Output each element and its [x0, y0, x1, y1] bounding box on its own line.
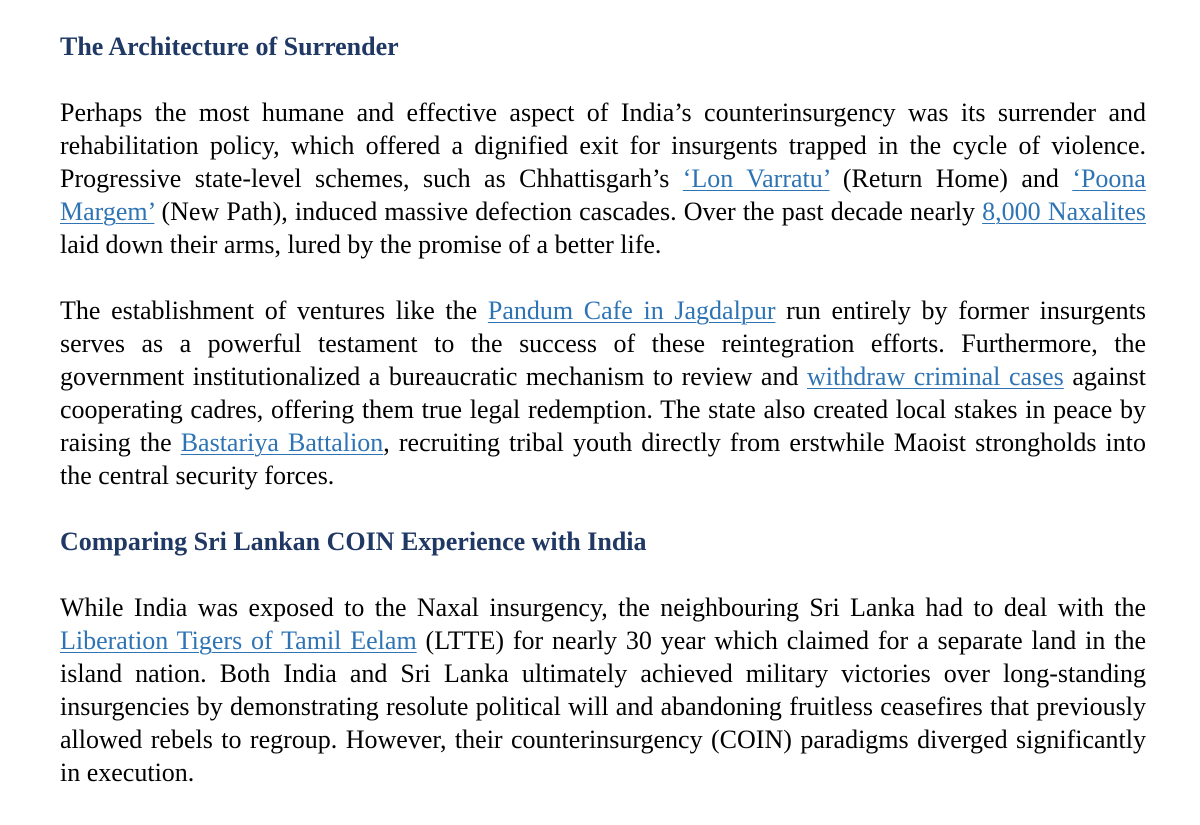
link-8000-naxalites[interactable]: 8,000 Naxalites — [982, 197, 1147, 226]
link-lon-varratu[interactable]: ‘Lon Varratu’ — [682, 164, 830, 193]
paragraph-reintegration — [60, 294, 1146, 492]
paragraph-sri-lanka-comparison — [60, 591, 1146, 789]
link-ltte[interactable]: Liberation Tigers of Tamil Eelam — [60, 626, 417, 655]
link-poona-margem[interactable]: ‘Poona Margem’ — [60, 164, 1146, 226]
link-pandum-cafe[interactable]: Pandum Cafe in Jagdalpur — [487, 296, 776, 325]
paragraph-text: Perhaps the most humane and effective aspect of India’s counterinsurgency was its surrender and rehabilitation policy, which offered a dignified exit for insurgents trapped in the cycle of violence. Progressive state-level schemes, such as Chhattisgarh’s — [60, 98, 1146, 193]
section-heading-architecture-of-surrender: The Architecture of Surrender — [60, 32, 399, 61]
paragraph-text: against cooperating cadres, offering them true legal redemption. The state also created local stakes in peace by raising the — [60, 362, 1146, 457]
paragraph-surrender-policy — [60, 96, 1146, 261]
paragraph-text: The establishment of ventures like the — [60, 296, 488, 325]
paragraph-text: (LTTE) for nearly 30 year which claimed for a separate land in the island nation. Both India and Sri Lanka ultimately achieved military victories over long-standing insurgencies by demonstrating resolute political will and abandoning fruitless ceasefires that previously allowed rebels to regroup. However, their counterinsurgency (COIN) paradigms diverged significantly in execution. — [60, 626, 1146, 787]
section-heading-comparing-sri-lanka: Comparing Sri Lankan COIN Experience with India — [60, 527, 647, 556]
paragraph-text: (New Path), induced massive defection cascades. Over the past decade nearly — [154, 197, 983, 226]
paragraph-text: laid down their arms, lured by the promise of a better life. — [60, 230, 662, 259]
link-bastariya-battalion[interactable]: Bastariya Battalion — [180, 428, 384, 457]
article-body — [60, 0, 1146, 789]
paragraph-text: While India was exposed to the Naxal insurgency, the neighbouring Sri Lanka had to deal with the — [60, 593, 1146, 622]
paragraph-text: , recruiting tribal youth directly from erstwhile Maoist strongholds into the central security forces. — [60, 428, 1146, 490]
paragraph-text: (Return Home) and — [829, 164, 1073, 193]
link-withdraw-criminal-cases[interactable]: withdraw criminal cases — [807, 362, 1064, 391]
paragraph-text: run entirely by former insurgents serves as a powerful testament to the success of these reintegration efforts. Furthermore, the government institutionalized a bureaucratic mechanism to review and — [60, 296, 1147, 391]
